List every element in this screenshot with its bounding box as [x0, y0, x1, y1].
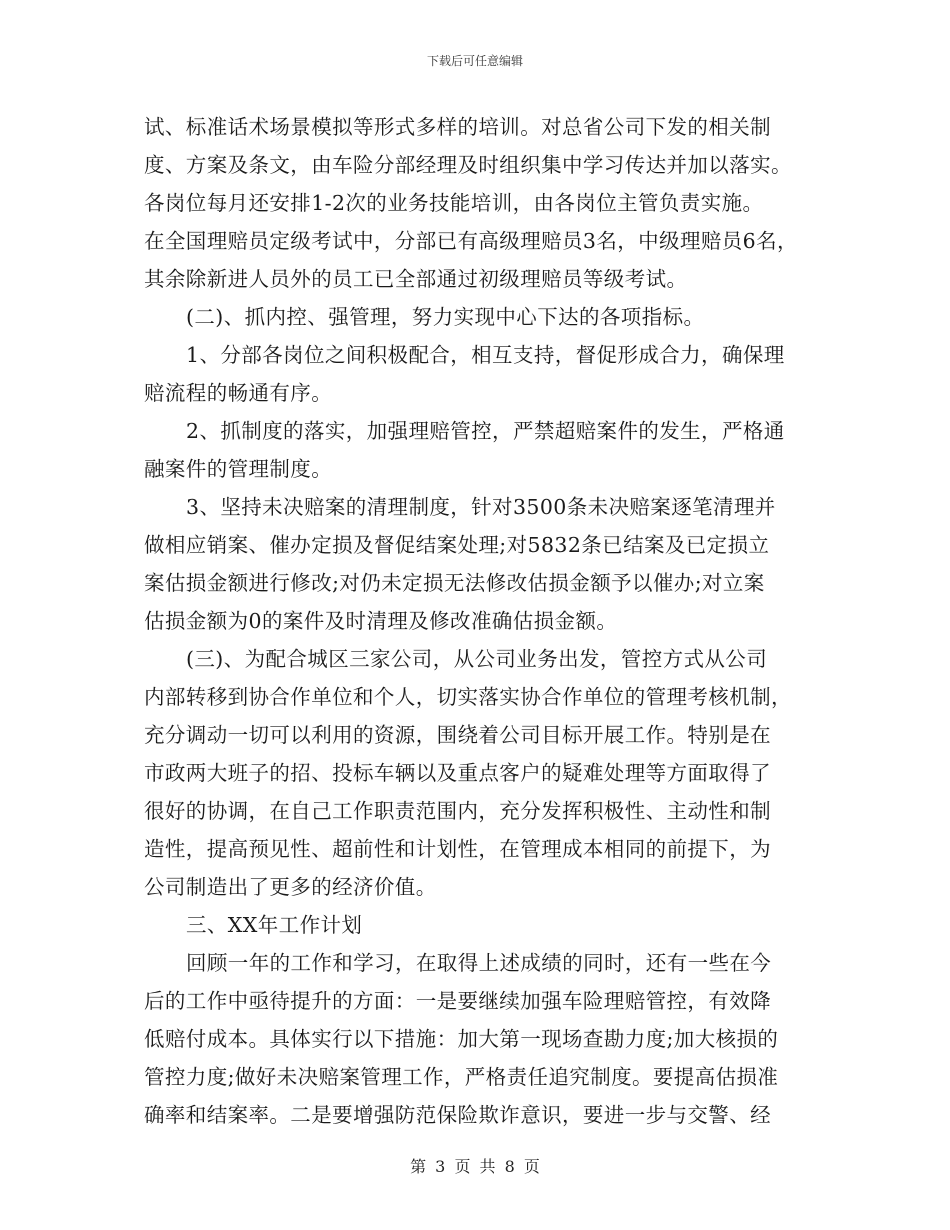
- text-line: 确率和结案率。二是要增强防范保险欺诈意识，要进一步与交警、经: [144, 1103, 771, 1127]
- text-line: 内部转移到协合作单位和个人，切实落实协合作单位的管理考核机制，: [144, 685, 792, 709]
- text-line: 3、坚持未决赔案的清理制度，针对3500条未决赔案逐笔清理并: [186, 495, 776, 519]
- text-line: 后的工作中亟待提升的方面：一是要继续加强车险理赔管控，有效降: [144, 989, 771, 1013]
- page-number: 第 3 页 共 8 页: [410, 1157, 540, 1176]
- text-line: 公司制造出了更多的经济价值。: [144, 875, 437, 899]
- text-line: 1、分部各岗位之间积极配合，相互支持，督促形成合力，确保理: [186, 343, 785, 367]
- text-line: 案估损金额进行修改;对仍未定损无法修改估损金额予以催办;对立案: [144, 571, 765, 595]
- text-line: 赔流程的畅通有序。: [144, 381, 333, 405]
- header-note: 下载后可任意编辑: [426, 54, 523, 68]
- text-line: 三、XX年工作计划: [186, 913, 363, 937]
- text-line: 做相应销案、催办定损及督促结案处理;对5832条已结案及已定损立: [144, 533, 770, 557]
- text-line: 其余除新进人员外的员工已全部通过初级理赔员等级考试。: [144, 267, 688, 291]
- text-line: 市政两大班子的招、投标车辆以及重点客户的疑难处理等方面取得了: [144, 761, 771, 785]
- text-line: 管控力度;做好未决赔案管理工作，严格责任追究制度。要提高估损准: [144, 1065, 779, 1089]
- text-line: 充分调动一切可以利用的资源，围绕着公司目标开展工作。特别是在: [144, 723, 771, 747]
- text-line: 2、抓制度的落实，加强理赔管控，严禁超赔案件的发生，严格通: [186, 419, 785, 443]
- text-line: 估损金额为0的案件及时清理及修改准确估损金额。: [144, 609, 618, 633]
- document-body: [144, 108, 824, 1134]
- text-line: (二)、抓内控、强管理，努力实现中心下达的各项指标。: [186, 305, 705, 329]
- text-line: 低赔付成本。具体实行以下措施：加大第一现场查勘力度;加大核损的: [144, 1027, 779, 1051]
- text-line: 度、方案及条文，由车险分部经理及时组织集中学习传达并加以落实。: [144, 153, 792, 177]
- text-line: 在全国理赔员定级考试中，分部已有高级理赔员3名，中级理赔员6名，: [144, 229, 798, 253]
- text-line: (三)、为配合城区三家公司，从公司业务出发，管控方式从公司: [186, 647, 768, 671]
- text-line: 很好的协调，在自己工作职责范围内，充分发挥积极性、主动性和制: [144, 799, 771, 823]
- text-line: 回顾一年的工作和学习，在取得上述成绩的同时，还有一些在今: [186, 951, 772, 975]
- text-line: 融案件的管理制度。: [144, 457, 333, 481]
- text-line: 试、标准话术场景模拟等形式多样的培训。对总省公司下发的相关制: [144, 115, 771, 139]
- text-line: 造性，提高预见性、超前性和计划性，在管理成本相同的前提下，为: [144, 837, 771, 861]
- text-line: 各岗位每月还安排1-2次的业务技能培训，由各岗位主管负责实施。: [144, 191, 764, 215]
